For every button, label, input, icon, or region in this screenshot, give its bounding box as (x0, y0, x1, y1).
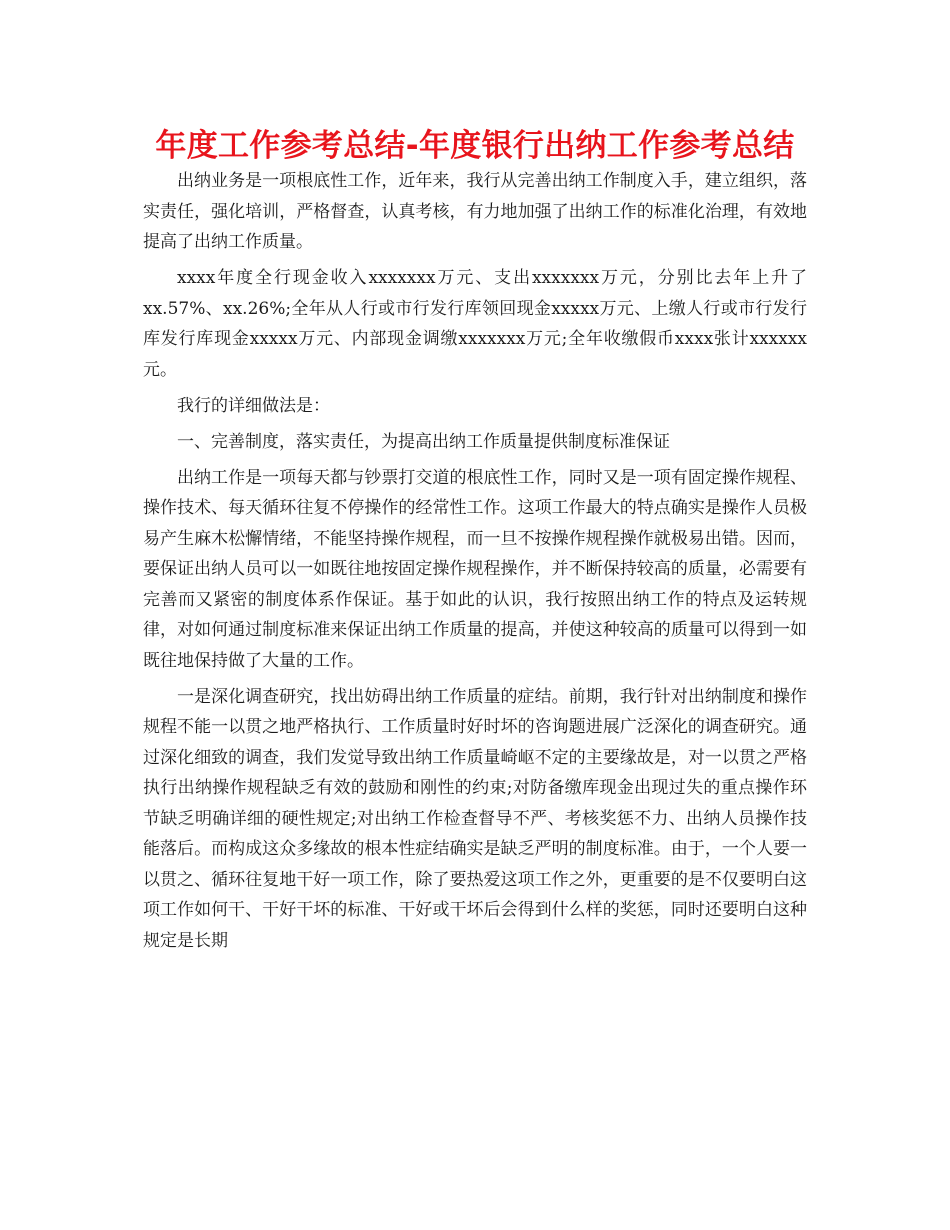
paragraph-method-lead: 我行的详细做法是： (177, 395, 330, 416)
section-heading-1: 一、完善制度，落实责任，为提高出纳工作质量提供制度标准保证 (177, 431, 670, 452)
paragraph-section-1: 出纳工作是一项每天都与钞票打交道的根底性工作，同时又是一项有固定操作规程、操作技术、每天循环往复不停操作的经常性工作。这项工作最大的特点确实是操作人员极易产生麻木松懈情绪，不能坚持操作规程，而一旦不按操作规程操作就极易出错。因而，要保证出纳人员可以一如既往地按固定操作规程操作，并不断保持较高的质量，必需要有完善而又紧密的制度体系作保证。基于如此的认识，我行按照出纳工作的特点及运转规律，对如何通过制度标准来保证出纳工作质量的提高，并使这种较高的质量可以得到一如既往地保持做了大量的工作。 (143, 467, 807, 671)
paragraph-statistics: xxxx年度全行现金收入xxxxxxx万元、支出xxxxxxx万元，分别比去年上升了xx.57%、xx.26%;全年从人行或市行发行库领回现金xxxxx万元、上缴人行或市行发行库发行库现金xxxxx万元、内部现金调缴xxxxxxx万元;全年收缴假币xxxx张计xxxxxx元。 (143, 268, 807, 380)
paragraph-research: 一是深化调查研究，找出妨碍出纳工作质量的症结。前期，我行针对出纳制度和操作规程不能一以贯之地严格执行、工作质量时好时坏的咨询题进展广泛深化的调查研究。通过深化细致的调查，我们发觉导致出纳工作质量崎岖不定的主要缘故是，对一以贯之严格执行出纳操作规程缺乏有效的鼓励和刚性的约束;对防备缴库现金出现过失的重点操作环节缺乏明确详细的硬性规定;对出纳工作检查督导不严、考核奖惩不力、出纳人员操作技能落后。而构成这众多缘故的根本性症结确实是缺乏严明的制度标准。由于，一个人要一以贯之、循环往复地干好一项工作，除了要热爱这项工作之外，更重要的是不仅要明白这项工作如何干、干好干坏的标准、干好或干坏后会得到什么样的奖惩，同时还要明白这种规定是长期 (143, 686, 807, 951)
paragraph-intro: 出纳业务是一项根底性工作，近年来，我行从完善出纳工作制度入手，建立组织，落实责任，强化培训，严格督查，认真考核，有力地加强了出纳工作的标准化治理，有效地提高了出纳工作质量。 (143, 171, 807, 252)
document-title: 年度工作参考总结-年度银行出纳工作参考总结 (155, 128, 795, 164)
document-body (143, 166, 807, 962)
